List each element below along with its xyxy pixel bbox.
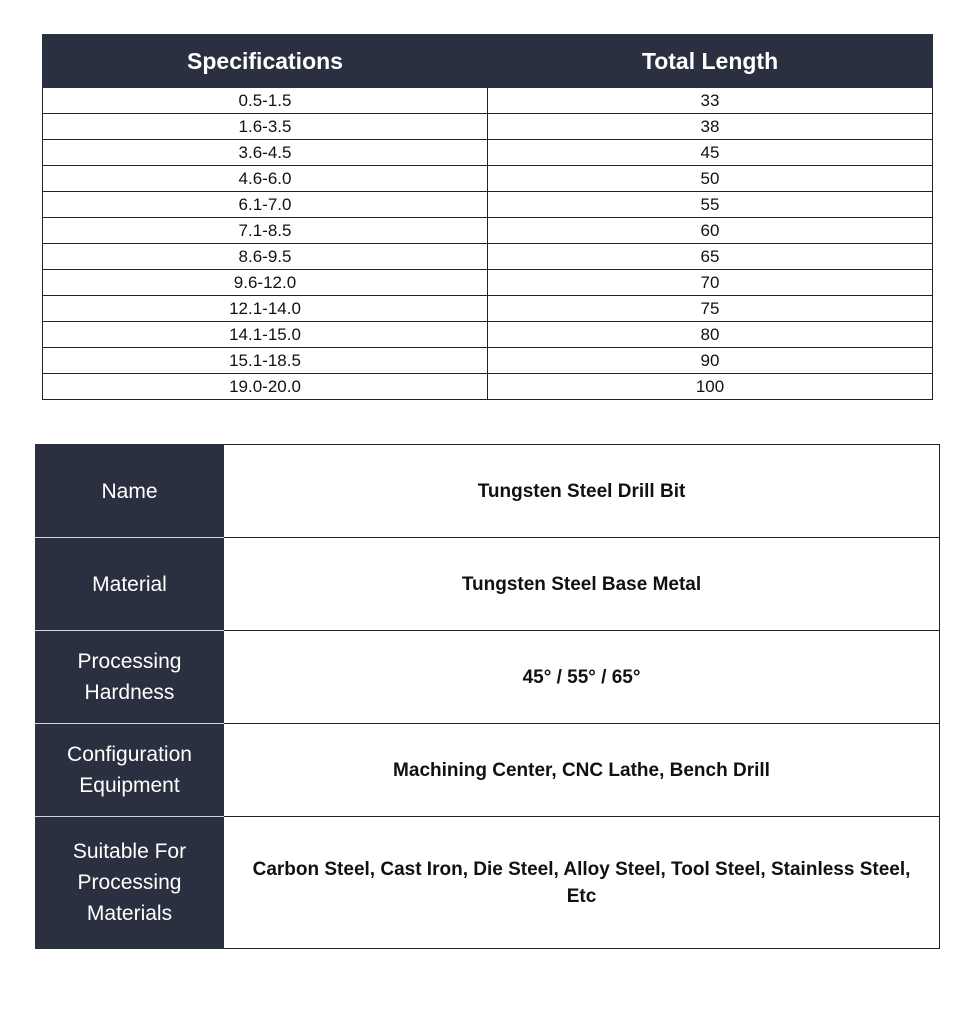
info-row-materials (36, 817, 940, 949)
spec-cell: 14.1-15.0 (43, 322, 488, 348)
name-value: Tungsten Steel Drill Bit (224, 445, 940, 538)
processing-hardness-label (36, 631, 224, 724)
table-row (43, 348, 933, 374)
label-line: Name (101, 479, 158, 503)
length-cell: 65 (488, 244, 933, 270)
spec-cell: 8.6-9.5 (43, 244, 488, 270)
material-value: Tungsten Steel Base Metal (224, 538, 940, 631)
info-row-material (36, 538, 940, 631)
spec-cell: 4.6-6.0 (43, 166, 488, 192)
table-row (43, 88, 933, 114)
length-cell: 50 (488, 166, 933, 192)
table-row (43, 322, 933, 348)
spec-cell: 15.1-18.5 (43, 348, 488, 374)
total-length-header: Total Length (488, 35, 933, 88)
label-line: Hardness (84, 681, 175, 704)
table-row (43, 296, 933, 322)
table-row (43, 270, 933, 296)
length-cell: 90 (488, 348, 933, 374)
length-cell: 55 (488, 192, 933, 218)
label-line: Materials (86, 902, 173, 925)
label-line: Processing (77, 650, 182, 673)
table-row (43, 166, 933, 192)
spec-cell: 19.0-20.0 (43, 374, 488, 400)
table-row (43, 218, 933, 244)
length-cell: 45 (488, 140, 933, 166)
length-cell: 33 (488, 88, 933, 114)
configuration-equipment-label (36, 724, 224, 817)
info-row-name (36, 445, 940, 538)
table-row (43, 244, 933, 270)
table-row (43, 140, 933, 166)
specifications-header: Specifications (43, 35, 488, 88)
length-cell: 70 (488, 270, 933, 296)
label-line: Configuration (67, 743, 192, 766)
spec-cell: 1.6-3.5 (43, 114, 488, 140)
configuration-equipment-value: Machining Center, CNC Lathe, Bench Drill (224, 724, 940, 817)
info-row-hardness (36, 631, 940, 724)
suitable-materials-label (36, 817, 224, 949)
spec-cell: 12.1-14.0 (43, 296, 488, 322)
name-label (36, 445, 224, 538)
table-row (43, 114, 933, 140)
length-cell: 100 (488, 374, 933, 400)
product-info-table (35, 444, 940, 949)
spec-cell: 7.1-8.5 (43, 218, 488, 244)
spec-cell: 9.6-12.0 (43, 270, 488, 296)
material-label (36, 538, 224, 631)
info-row-equipment (36, 724, 940, 817)
label-line: Equipment (79, 774, 180, 797)
processing-hardness-value: 45° / 55° / 65° (224, 631, 940, 724)
table-row (43, 192, 933, 218)
spec-cell: 6.1-7.0 (43, 192, 488, 218)
spec-header-row (43, 35, 933, 88)
length-cell: 80 (488, 322, 933, 348)
length-cell: 75 (488, 296, 933, 322)
specifications-table (42, 34, 933, 400)
label-line: Processing (77, 871, 182, 894)
label-line: Material (92, 572, 167, 596)
spec-cell: 0.5-1.5 (43, 88, 488, 114)
length-cell: 60 (488, 218, 933, 244)
table-row (43, 374, 933, 400)
spec-cell: 3.6-4.5 (43, 140, 488, 166)
length-cell: 38 (488, 114, 933, 140)
label-line: Suitable For (72, 840, 187, 863)
suitable-materials-value: Carbon Steel, Cast Iron, Die Steel, Alloy Steel, Tool Steel, Stainless Steel, Etc (224, 817, 940, 949)
